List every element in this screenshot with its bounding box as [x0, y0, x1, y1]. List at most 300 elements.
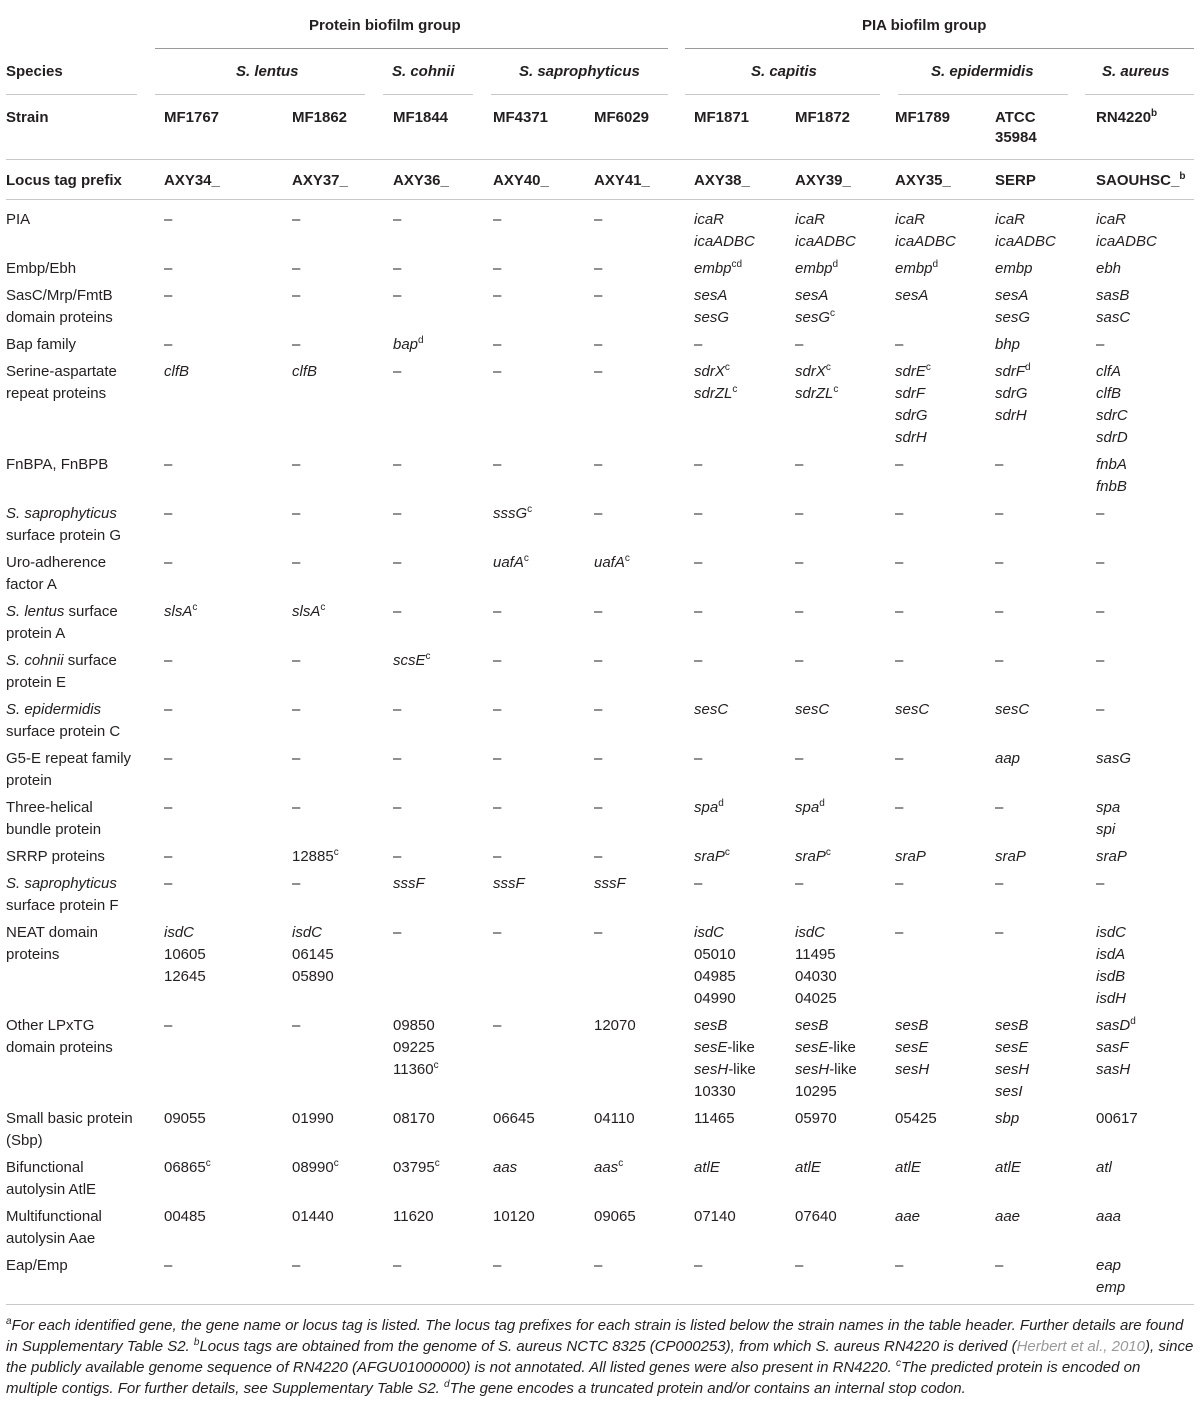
- table-cell: [895, 650, 903, 672]
- dash: –: [895, 875, 904, 892]
- cell-line: [795, 650, 803, 672]
- cell-line: [1096, 1277, 1125, 1299]
- dash: –: [895, 924, 904, 941]
- cell-line: [292, 650, 300, 672]
- table-cell: [1096, 699, 1104, 721]
- cell-line: [795, 944, 837, 966]
- gene-name: sasF: [1096, 1039, 1129, 1056]
- cell-line: [694, 209, 755, 231]
- locus-prefix: AXY36_: [393, 172, 449, 189]
- cell-line: [1096, 503, 1104, 525]
- row-label: [6, 503, 121, 547]
- row-label-line: bundle protein: [6, 821, 102, 838]
- cell-line: [895, 552, 903, 574]
- locus-tag: 08170: [393, 1110, 435, 1127]
- cell-line: [1096, 699, 1104, 721]
- cell-line: [895, 383, 931, 405]
- cell-line: [493, 334, 501, 356]
- cell-line: [694, 383, 737, 405]
- gene-name: sesE: [795, 1039, 829, 1056]
- table-cell: [164, 748, 172, 770]
- dash: –: [292, 336, 301, 353]
- cell-line: [795, 231, 856, 253]
- table-cell: [292, 748, 300, 770]
- table-cell: [292, 503, 300, 525]
- cell-line: [292, 454, 300, 476]
- table-cell: [594, 846, 602, 868]
- cell-line: [795, 1015, 857, 1037]
- cell-line: [895, 846, 926, 868]
- footnote-marker: c: [724, 362, 730, 373]
- table-cell: [292, 650, 300, 672]
- cell-line: [1096, 988, 1126, 1010]
- table-cell: [694, 846, 730, 868]
- gene-name: sdrX: [795, 363, 826, 380]
- table-cell: [393, 748, 401, 770]
- row-label-line: Multifunctional: [6, 1208, 102, 1225]
- locus-prefix-text: SAOUHSC_: [1096, 172, 1180, 189]
- species-name: S. lentus: [6, 603, 65, 620]
- gene-name: sesC: [995, 701, 1030, 718]
- table-cell: [1096, 797, 1120, 841]
- gene-name: clfB: [1096, 385, 1122, 402]
- cell-line: [594, 1157, 623, 1179]
- gene-name: bhp: [995, 336, 1021, 353]
- cell-line: [795, 503, 803, 525]
- cell-line: [1096, 1255, 1125, 1277]
- cell-line: [493, 797, 501, 819]
- cell-line: [393, 334, 424, 356]
- footnote-marker: d: [1025, 362, 1031, 373]
- cell-line: [895, 1157, 921, 1179]
- cell-line: [594, 258, 602, 280]
- table-cell: [393, 699, 401, 721]
- gene-name: ebh: [1096, 260, 1122, 277]
- gene-name: sdrF: [895, 385, 925, 402]
- strain-header: MF1862: [292, 109, 348, 126]
- table-cell: [895, 922, 903, 944]
- locus-tag: 05425: [895, 1110, 937, 1127]
- table-cell: [995, 1206, 1020, 1228]
- gene-name: isdC: [292, 924, 323, 941]
- table-cell: [292, 1255, 300, 1277]
- gene-name: spi: [1096, 821, 1116, 838]
- table-cell: [895, 209, 956, 253]
- footnote-b-text-end: ), since the publicly available genome sequence of RN4220 (AFGU01000000) is not annotated. All listed genes were also present in RN4220.: [6, 1338, 1194, 1376]
- dash: –: [164, 287, 173, 304]
- cell-line: [895, 797, 903, 819]
- gene-name: fnbA: [1096, 456, 1127, 473]
- dash: –: [292, 505, 301, 522]
- gene-name: icaR: [795, 211, 826, 228]
- table-cell: [292, 454, 300, 476]
- footnote-marker: d: [932, 259, 939, 270]
- table-cell: [694, 1015, 756, 1103]
- cell-line: [493, 699, 501, 721]
- locus-tag: 01990: [292, 1110, 334, 1127]
- gene-name: spa: [1096, 799, 1121, 816]
- table-cell: [164, 797, 172, 819]
- table-cell: [694, 797, 724, 819]
- dash: –: [292, 456, 301, 473]
- cell-line: [594, 552, 630, 574]
- row-label-line: [6, 601, 118, 623]
- table-cell: [795, 454, 803, 476]
- cell-line: [393, 1059, 439, 1081]
- table-cell: [694, 650, 702, 672]
- table-cell: [493, 650, 501, 672]
- cell-line: [694, 699, 728, 721]
- dash: –: [164, 336, 173, 353]
- footnote-marker: d: [418, 335, 424, 346]
- table-cell: [292, 285, 300, 307]
- table-cell: [1096, 1157, 1112, 1179]
- locus-tag: 09850: [393, 1017, 435, 1034]
- table-cell: [694, 258, 742, 280]
- cell-line: [292, 966, 334, 988]
- table-cell: [995, 209, 1056, 253]
- table-cell: [493, 209, 501, 231]
- table-cell: [164, 209, 172, 231]
- table-cell: [292, 1157, 339, 1179]
- dash: –: [895, 1257, 904, 1274]
- cell-line: [393, 1255, 401, 1277]
- locus-tag: 11465: [694, 1110, 735, 1127]
- locus-tag: 10605: [164, 946, 206, 963]
- cell-line: [292, 209, 300, 231]
- dash: –: [594, 336, 603, 353]
- table-cell: [594, 922, 602, 944]
- gene-name: icaR: [1096, 211, 1127, 228]
- cell-line: [594, 601, 602, 623]
- locus-prefix: AXY38_: [694, 172, 750, 189]
- row-label: [6, 699, 120, 743]
- dash: –: [164, 456, 173, 473]
- cell-line: [995, 334, 1020, 356]
- cell-line: [164, 922, 206, 944]
- dash: –: [393, 287, 402, 304]
- cell-line: [1096, 427, 1128, 449]
- cell-line: [694, 1059, 756, 1081]
- cell-line: [594, 285, 602, 307]
- dash: –: [594, 750, 603, 767]
- dash: –: [795, 652, 804, 669]
- gene-name: sesA: [694, 287, 728, 304]
- row-label: [6, 1015, 113, 1059]
- table-cell: [995, 699, 1029, 721]
- dash: –: [895, 336, 904, 353]
- gene-name: aas: [493, 1159, 518, 1176]
- cell-line: [1096, 285, 1130, 307]
- row-label-line: Eap/Emp: [6, 1257, 68, 1274]
- cell-line: [493, 1255, 501, 1277]
- row-label-text: surface: [63, 652, 117, 669]
- gene-name: isdC: [164, 924, 195, 941]
- cell-line: [292, 699, 300, 721]
- dash: –: [995, 554, 1004, 571]
- footnote-marker: d: [718, 798, 724, 809]
- table-cell: [995, 334, 1020, 356]
- table-cell: [493, 503, 532, 525]
- gene-name: clfA: [1096, 363, 1122, 380]
- cell-line: [1096, 1206, 1121, 1228]
- species-header: S. lentus: [236, 63, 299, 80]
- table-cell: [895, 1108, 937, 1130]
- cell-line: [164, 944, 206, 966]
- cell-line: [493, 454, 501, 476]
- row-label-line: PIA: [6, 211, 31, 228]
- row-label: [6, 1108, 133, 1152]
- gene-name: atlE: [995, 1159, 1021, 1176]
- table-cell: [694, 1255, 702, 1277]
- species-name: S. saprophyticus: [6, 505, 117, 522]
- cell-line: [694, 601, 702, 623]
- dash: –: [1096, 603, 1105, 620]
- row-label-line: Serine-aspartate: [6, 363, 117, 380]
- cell-line: [694, 503, 702, 525]
- table-cell: [292, 258, 300, 280]
- gene-name: sraP: [1096, 848, 1127, 865]
- table-cell: [594, 797, 602, 819]
- cell-line: [594, 699, 602, 721]
- locus-tag: 09225: [393, 1039, 435, 1056]
- dash: –: [795, 603, 804, 620]
- cell-line: [694, 966, 736, 988]
- cell-line: [393, 503, 401, 525]
- cell-line: [292, 922, 334, 944]
- table-cell: [493, 285, 501, 307]
- footnote-marker: d: [819, 798, 825, 809]
- cell-line: [995, 797, 1003, 819]
- table-cell: [895, 699, 929, 721]
- gene-name: sssF: [493, 875, 525, 892]
- table-cell: [795, 258, 838, 280]
- row-label: [6, 797, 101, 841]
- table-cell: [995, 748, 1020, 770]
- footnote-d-text: The gene encodes a truncated protein and/or contains an internal stop codon.: [449, 1380, 966, 1397]
- cell-line: [895, 361, 931, 383]
- row-label-line: Other LPxTG: [6, 1017, 95, 1034]
- locus-tag: 11620: [393, 1208, 434, 1225]
- dash: –: [164, 875, 173, 892]
- cell-line: [1096, 1015, 1136, 1037]
- footnote-marker: c: [205, 1158, 211, 1169]
- cell-line: [594, 650, 602, 672]
- locus-prefix: [1096, 171, 1185, 191]
- gene-name: sdrZL: [694, 385, 733, 402]
- table-cell: [795, 1015, 857, 1103]
- locus-prefix: AXY35_: [895, 172, 951, 189]
- cell-line: [795, 552, 803, 574]
- gene-name: embp: [795, 260, 833, 277]
- cell-line: [795, 383, 838, 405]
- cell-line: [594, 797, 602, 819]
- row-label-line: SRRP proteins: [6, 848, 105, 865]
- cell-line: [795, 988, 837, 1010]
- table-cell: [393, 1157, 440, 1179]
- strain-header: [1096, 108, 1157, 128]
- footnote-a-marker: a: [6, 1316, 12, 1327]
- row-label-line: [6, 503, 121, 525]
- cell-line: [493, 1108, 535, 1130]
- dash: –: [493, 924, 502, 941]
- gene-name: icaADBC: [795, 233, 856, 250]
- cell-line: [995, 922, 1003, 944]
- gene-name: sasD: [1096, 1017, 1131, 1034]
- cell-line: [164, 258, 172, 280]
- dash: –: [292, 875, 301, 892]
- table-cell: [164, 1157, 211, 1179]
- dash: –: [393, 363, 402, 380]
- cell-line: [995, 383, 1031, 405]
- cell-line: [493, 922, 501, 944]
- cell-line: [895, 285, 928, 307]
- row-label: [6, 748, 131, 792]
- dash: –: [594, 363, 603, 380]
- table-cell: [1096, 1255, 1125, 1299]
- table-cell: [164, 601, 197, 623]
- cell-line: [292, 1108, 334, 1130]
- row-label-line: [6, 873, 119, 895]
- dash: –: [594, 211, 603, 228]
- cell-line: [493, 601, 501, 623]
- cell-line: [694, 1255, 702, 1277]
- gene-name: sesH: [694, 1061, 729, 1078]
- table-cell: [164, 1255, 172, 1277]
- locus-tag: 04030: [795, 968, 837, 985]
- locus-tag: 07640: [795, 1208, 837, 1225]
- header-rule: [6, 159, 1194, 160]
- table-cell: [164, 922, 206, 988]
- cell-line: [795, 1206, 837, 1228]
- cell-line: [995, 454, 1003, 476]
- gene-name: sesH: [995, 1061, 1030, 1078]
- table-cell: [393, 650, 431, 672]
- cell-line: [1096, 1157, 1112, 1179]
- cell-line: [594, 748, 602, 770]
- table-cell: [694, 748, 702, 770]
- footnote-marker: c: [830, 308, 836, 319]
- dash: –: [1096, 701, 1105, 718]
- cell-line: [493, 258, 501, 280]
- dash: –: [594, 652, 603, 669]
- cell-line: [292, 1255, 300, 1277]
- dash: –: [895, 652, 904, 669]
- dash: –: [995, 924, 1004, 941]
- cell-line: [795, 797, 825, 819]
- cell-line: [995, 1157, 1021, 1179]
- table-cell: [493, 922, 501, 944]
- strain-header: [995, 108, 1055, 148]
- species-rule: [6, 94, 137, 95]
- table-cell: [895, 1206, 920, 1228]
- dash: –: [694, 554, 703, 571]
- table-cell: [594, 361, 602, 383]
- cell-line: [694, 873, 702, 895]
- footnote-marker: cd: [731, 259, 743, 270]
- cell-line: [895, 209, 956, 231]
- species-header: S. epidermidis: [931, 63, 1034, 80]
- table-cell: [493, 846, 501, 868]
- cell-line: [895, 231, 956, 253]
- dash: –: [895, 554, 904, 571]
- cell-line: [493, 650, 501, 672]
- gene-name: sasG: [1096, 750, 1132, 767]
- dash: –: [164, 211, 173, 228]
- cell-line: [1096, 601, 1104, 623]
- dash: –: [164, 799, 173, 816]
- dash: –: [393, 799, 402, 816]
- cell-line: [795, 307, 835, 329]
- gene-name: aap: [995, 750, 1021, 767]
- cell-line: [995, 873, 1003, 895]
- dash: –: [393, 924, 402, 941]
- cell-line: [1096, 922, 1126, 944]
- cell-line: [795, 285, 835, 307]
- locus-prefix: AXY40_: [493, 172, 549, 189]
- cell-line: [694, 748, 702, 770]
- species-rule: [685, 94, 880, 95]
- cell-line: [1096, 476, 1127, 498]
- cell-line: [895, 427, 931, 449]
- cell-line: [594, 1206, 636, 1228]
- dash: –: [164, 1017, 173, 1034]
- table-cell: [493, 1108, 535, 1130]
- table-cell: [393, 1255, 401, 1277]
- row-label-line: Uro-adherence: [6, 554, 107, 571]
- gene-name: sraP: [995, 848, 1026, 865]
- dash: –: [292, 701, 301, 718]
- cell-line: [393, 922, 401, 944]
- cell-line: [292, 1157, 339, 1179]
- footnote-marker: d: [1130, 1016, 1136, 1027]
- table-cell: [895, 258, 938, 280]
- table-cell: [393, 1015, 439, 1081]
- gene-name: sesA: [795, 287, 829, 304]
- cell-line: [995, 601, 1003, 623]
- cell-line: [895, 503, 903, 525]
- gene-name: sssF: [594, 875, 626, 892]
- dash: –: [493, 456, 502, 473]
- table-cell: [1096, 361, 1128, 449]
- cell-line: [164, 1157, 211, 1179]
- table-cell: [292, 334, 300, 356]
- cell-line: [493, 209, 501, 231]
- row-label: [6, 1206, 102, 1250]
- row-label: [6, 361, 117, 405]
- gene-name: sesA: [895, 287, 929, 304]
- reference-link[interactable]: Herbert et al., 2010: [1016, 1338, 1145, 1355]
- dash: –: [493, 799, 502, 816]
- cell-line: [895, 405, 931, 427]
- gene-name: sdrD: [1096, 429, 1128, 446]
- table-cell: [164, 258, 172, 280]
- cell-line: [795, 1037, 857, 1059]
- table-cell: [164, 1108, 206, 1130]
- dash: –: [493, 287, 502, 304]
- gene-suffix: -like: [728, 1061, 756, 1078]
- footnote-marker: c: [724, 847, 730, 858]
- cell-line: [694, 552, 702, 574]
- cell-line: [895, 258, 938, 280]
- strain-header: MF1872: [795, 109, 851, 126]
- cell-line: [694, 1206, 736, 1228]
- table-cell: [1096, 601, 1104, 623]
- gene-name: embp: [694, 260, 732, 277]
- table-cell: [1096, 258, 1121, 280]
- gene-name: sesC: [795, 701, 830, 718]
- table-cell: [594, 1255, 602, 1277]
